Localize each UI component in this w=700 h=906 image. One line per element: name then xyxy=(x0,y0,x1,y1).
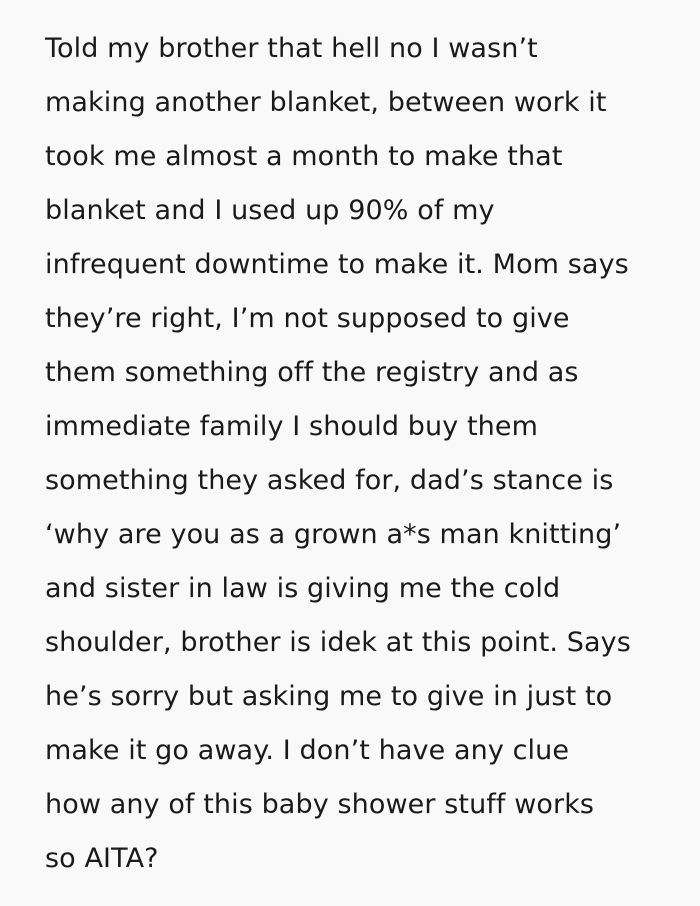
text-line: ‘why are you as a grown a*s man knitting’ xyxy=(45,519,622,550)
text-line: and sister in law is giving me the cold xyxy=(45,573,561,604)
text-line: them something off the registry and as xyxy=(45,357,579,388)
text-line: infrequent downtime to make it. Mom says xyxy=(45,249,629,280)
text-line: they’re right, I’m not supposed to give xyxy=(45,303,570,334)
post-body-text xyxy=(45,22,685,886)
text-line: shoulder, brother is idek at this point. Says xyxy=(45,627,631,658)
text-line: making another blanket, between work it xyxy=(45,87,607,118)
text-line: he’s sorry but asking me to give in just to xyxy=(45,681,613,712)
text-line: so AITA? xyxy=(45,843,159,874)
text-line: something they asked for, dad’s stance is xyxy=(45,465,614,496)
text-line: how any of this baby shower stuff works xyxy=(45,789,595,820)
text-line: Told my brother that hell no I wasn’t xyxy=(45,33,538,64)
text-line: took me almost a month to make that xyxy=(45,141,563,172)
text-line: make it go away. I don’t have any clue xyxy=(45,735,570,766)
text-line: blanket and I used up 90% of my xyxy=(45,195,495,226)
text-line: immediate family I should buy them xyxy=(45,411,538,442)
